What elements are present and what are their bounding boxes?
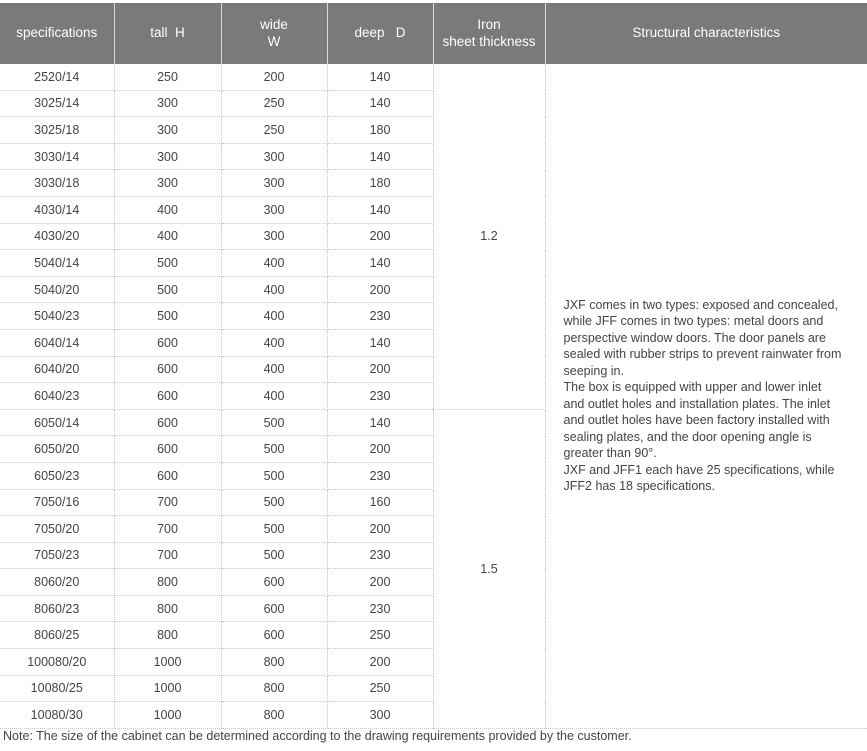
cell-spec: 4030/20 <box>0 223 114 250</box>
cell-tall: 600 <box>114 409 221 436</box>
cell-deep: 140 <box>327 250 433 277</box>
footnote: Note: The size of the cabinet can be determined according to the drawing requirements provided by the customer. <box>3 729 632 743</box>
cell-tall: 600 <box>114 436 221 463</box>
cell-deep: 140 <box>327 196 433 223</box>
cell-tall: 300 <box>114 90 221 117</box>
header-iron-thickness: Iron sheet thickness <box>433 3 545 64</box>
specifications-table <box>0 3 867 729</box>
structural-line: and outlet holes have been factory installed with <box>563 413 830 428</box>
cell-wide: 600 <box>221 569 327 596</box>
table-body <box>0 64 867 728</box>
cell-deep: 180 <box>327 117 433 144</box>
cell-tall: 800 <box>114 569 221 596</box>
cell-deep: 140 <box>327 90 433 117</box>
cell-deep: 140 <box>327 409 433 436</box>
cell-spec: 7050/20 <box>0 516 114 543</box>
cell-spec: 6040/14 <box>0 329 114 356</box>
cell-spec: 3025/14 <box>0 90 114 117</box>
cell-tall: 600 <box>114 462 221 489</box>
cell-spec: 5040/14 <box>0 250 114 277</box>
cell-spec: 5040/23 <box>0 303 114 330</box>
cell-tall: 300 <box>114 170 221 197</box>
cell-deep: 230 <box>327 595 433 622</box>
cell-wide: 500 <box>221 516 327 543</box>
cell-wide: 400 <box>221 383 327 410</box>
cell-deep: 250 <box>327 622 433 649</box>
header-deep: deep D <box>327 3 433 64</box>
cell-deep: 200 <box>327 516 433 543</box>
cell-deep: 300 <box>327 702 433 729</box>
structural-line: seeping in. <box>563 363 624 378</box>
cell-deep: 230 <box>327 542 433 569</box>
structural-line: and outlet holes and installation plates. The inlet <box>563 396 831 411</box>
structural-characteristics-text <box>545 64 867 728</box>
cell-spec: 6040/20 <box>0 356 114 383</box>
cell-deep: 200 <box>327 649 433 676</box>
cell-deep: 200 <box>327 223 433 250</box>
cell-tall: 600 <box>114 383 221 410</box>
structural-line: while JFF comes in two types: metal doors and <box>563 314 824 329</box>
cell-wide: 300 <box>221 223 327 250</box>
cell-spec: 8060/25 <box>0 622 114 649</box>
cell-tall: 500 <box>114 303 221 330</box>
cell-wide: 250 <box>221 117 327 144</box>
cell-tall: 700 <box>114 542 221 569</box>
cell-deep: 230 <box>327 303 433 330</box>
cell-wide: 400 <box>221 303 327 330</box>
cell-wide: 800 <box>221 702 327 729</box>
cell-spec: 8060/20 <box>0 569 114 596</box>
structural-line: greater than 90°. <box>563 446 657 461</box>
cell-spec: 8060/23 <box>0 595 114 622</box>
cell-tall: 1000 <box>114 649 221 676</box>
cell-tall: 500 <box>114 276 221 303</box>
cell-wide: 400 <box>221 356 327 383</box>
cell-tall: 300 <box>114 117 221 144</box>
cell-deep: 140 <box>327 64 433 90</box>
header-wide: wide W <box>221 3 327 64</box>
cell-deep: 230 <box>327 462 433 489</box>
cell-spec: 10080/30 <box>0 702 114 729</box>
cell-tall: 700 <box>114 516 221 543</box>
cell-wide: 500 <box>221 462 327 489</box>
structural-line: JXF comes in two types: exposed and concealed, <box>563 297 838 312</box>
structural-line: sealing plates, and the door opening angle is <box>563 429 812 444</box>
cell-tall: 800 <box>114 622 221 649</box>
header-specifications: specifications <box>0 3 114 64</box>
cell-tall: 500 <box>114 250 221 277</box>
cell-wide: 250 <box>221 90 327 117</box>
cell-spec: 6040/23 <box>0 383 114 410</box>
cell-tall: 300 <box>114 143 221 170</box>
cell-spec: 6050/23 <box>0 462 114 489</box>
cell-wide: 200 <box>221 64 327 90</box>
cell-wide: 800 <box>221 675 327 702</box>
cell-wide: 400 <box>221 250 327 277</box>
cell-wide: 600 <box>221 595 327 622</box>
cell-wide: 600 <box>221 622 327 649</box>
cell-spec: 7050/16 <box>0 489 114 516</box>
cell-tall: 250 <box>114 64 221 90</box>
cell-tall: 1000 <box>114 675 221 702</box>
header-tall: tall H <box>114 3 221 64</box>
cell-tall: 400 <box>114 196 221 223</box>
cell-wide: 500 <box>221 409 327 436</box>
cell-deep: 140 <box>327 329 433 356</box>
cell-wide: 400 <box>221 329 327 356</box>
cell-wide: 500 <box>221 489 327 516</box>
cell-tall: 400 <box>114 223 221 250</box>
cell-deep: 200 <box>327 276 433 303</box>
structural-line: JFF2 has 18 specifications. <box>563 479 715 494</box>
cell-wide: 500 <box>221 542 327 569</box>
structural-line: JXF and JFF1 each have 25 specifications, while <box>563 462 835 477</box>
header-structural: Structural characteristics <box>545 3 867 64</box>
cell-deep: 200 <box>327 356 433 383</box>
cell-deep: 180 <box>327 170 433 197</box>
cell-spec: 6050/20 <box>0 436 114 463</box>
cell-spec: 3030/14 <box>0 143 114 170</box>
cell-tall: 1000 <box>114 702 221 729</box>
cell-wide: 500 <box>221 436 327 463</box>
cell-spec: 5040/20 <box>0 276 114 303</box>
cell-deep: 200 <box>327 436 433 463</box>
cell-spec: 100080/20 <box>0 649 114 676</box>
cell-deep: 140 <box>327 143 433 170</box>
cell-spec: 3030/18 <box>0 170 114 197</box>
cell-wide: 400 <box>221 276 327 303</box>
cell-wide: 300 <box>221 170 327 197</box>
cell-deep: 160 <box>327 489 433 516</box>
cell-iron-thickness: 1.5 <box>433 409 545 728</box>
structural-line: The box is equipped with upper and lower inlet <box>563 380 822 395</box>
cell-tall: 700 <box>114 489 221 516</box>
cell-wide: 800 <box>221 649 327 676</box>
structural-line: sealed with rubber strips to prevent rainwater from <box>563 347 842 362</box>
cell-spec: 10080/25 <box>0 675 114 702</box>
cell-spec: 6050/14 <box>0 409 114 436</box>
cell-spec: 7050/23 <box>0 542 114 569</box>
cell-spec: 3025/18 <box>0 117 114 144</box>
cell-iron-thickness: 1.2 <box>433 64 545 409</box>
cell-deep: 250 <box>327 675 433 702</box>
table-row <box>0 64 867 90</box>
cell-tall: 600 <box>114 329 221 356</box>
cell-tall: 600 <box>114 356 221 383</box>
structural-line: perspective window doors. The door panels are <box>563 330 826 345</box>
cell-spec: 4030/14 <box>0 196 114 223</box>
cell-deep: 230 <box>327 383 433 410</box>
cell-spec: 2520/14 <box>0 64 114 90</box>
cell-deep: 200 <box>327 569 433 596</box>
header-row <box>0 3 867 64</box>
cell-tall: 800 <box>114 595 221 622</box>
cell-wide: 300 <box>221 143 327 170</box>
cell-wide: 300 <box>221 196 327 223</box>
